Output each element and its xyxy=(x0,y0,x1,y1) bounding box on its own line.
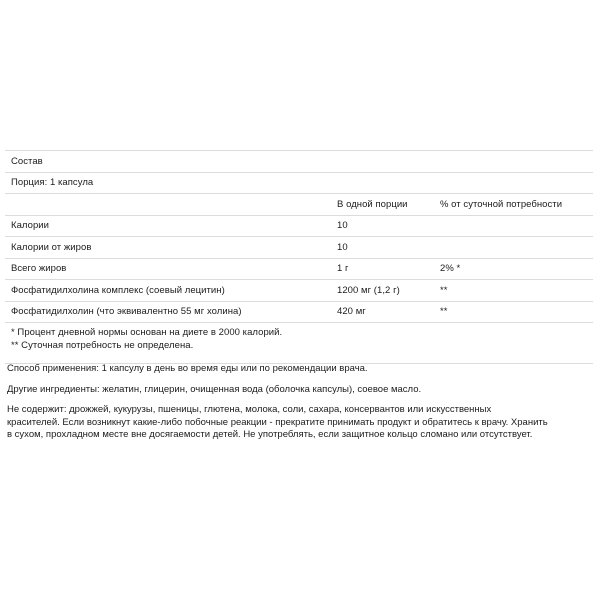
table-row xyxy=(5,301,593,323)
product-info xyxy=(7,363,592,450)
warnings-line: в сухом, прохладном месте вне досягаемости детей. Не употреблять, если защитное кольцо сломано или отсутствует. xyxy=(7,429,533,440)
warnings-line: Не содержит: дрожжей, кукурузы, пшеницы, глютена, молока, соли, сахара, консервантов или искусственных xyxy=(7,404,492,415)
nutrient-name: Фосфатидилхолина комплекс (соевый лецитин) xyxy=(5,280,331,302)
header-daily-value: % от суточной потребности xyxy=(426,194,593,216)
nutrient-name: Фосфатидилхолин (что эквивалентно 55 мг холина) xyxy=(5,301,331,323)
nutrient-amount: 420 мг xyxy=(331,301,426,323)
table-row xyxy=(5,172,593,194)
table-row xyxy=(5,258,593,280)
nutrient-name: Всего жиров xyxy=(5,258,331,280)
table-row xyxy=(5,151,593,173)
nutrient-amount: 10 xyxy=(331,237,426,259)
footnotes-row xyxy=(5,323,593,364)
nutrient-daily-value xyxy=(426,215,593,237)
warnings-line: красителей. Если возникнут какие-либо побочные реакции - прекратите принимать продукт и обратитесь к врачу. Хранить xyxy=(7,416,548,428)
usage-instructions: Способ применения: 1 капсулу в день во время еды или по рекомендации врача. xyxy=(7,363,368,374)
facts-heading: Состав xyxy=(5,151,593,173)
table-row xyxy=(5,237,593,259)
nutrient-daily-value: ** xyxy=(426,301,593,323)
nutrient-name: Калории xyxy=(5,215,331,237)
footnote-not-established: ** Суточная потребность не определена. xyxy=(11,339,194,351)
other-ingredients: Другие ингредиенты: желатин, глицерин, очищенная вода (оболочка капсулы), соевое масло. xyxy=(7,383,422,395)
footnotes-cell xyxy=(5,323,593,364)
supplement-facts-panel xyxy=(5,150,593,364)
nutrient-daily-value: 2% * xyxy=(426,258,593,280)
nutrient-amount: 10 xyxy=(331,215,426,237)
warnings xyxy=(7,404,592,442)
table-row xyxy=(5,280,593,302)
serving-size: Порция: 1 капсула xyxy=(5,172,593,194)
nutrient-daily-value: ** xyxy=(426,280,593,302)
supplement-facts-table xyxy=(5,150,593,364)
nutrient-amount: 1200 мг (1,2 г) xyxy=(331,280,426,302)
header-per-serving: В одной порции xyxy=(331,194,426,216)
table-header-row xyxy=(5,194,593,216)
table-row xyxy=(5,215,593,237)
footnote-daily-value: * Процент дневной нормы основан на диете в 2000 калорий. xyxy=(11,327,283,338)
nutrient-name: Калории от жиров xyxy=(5,237,331,259)
nutrient-daily-value xyxy=(426,237,593,259)
nutrient-amount: 1 г xyxy=(331,258,426,280)
header-empty-cell xyxy=(5,194,331,216)
